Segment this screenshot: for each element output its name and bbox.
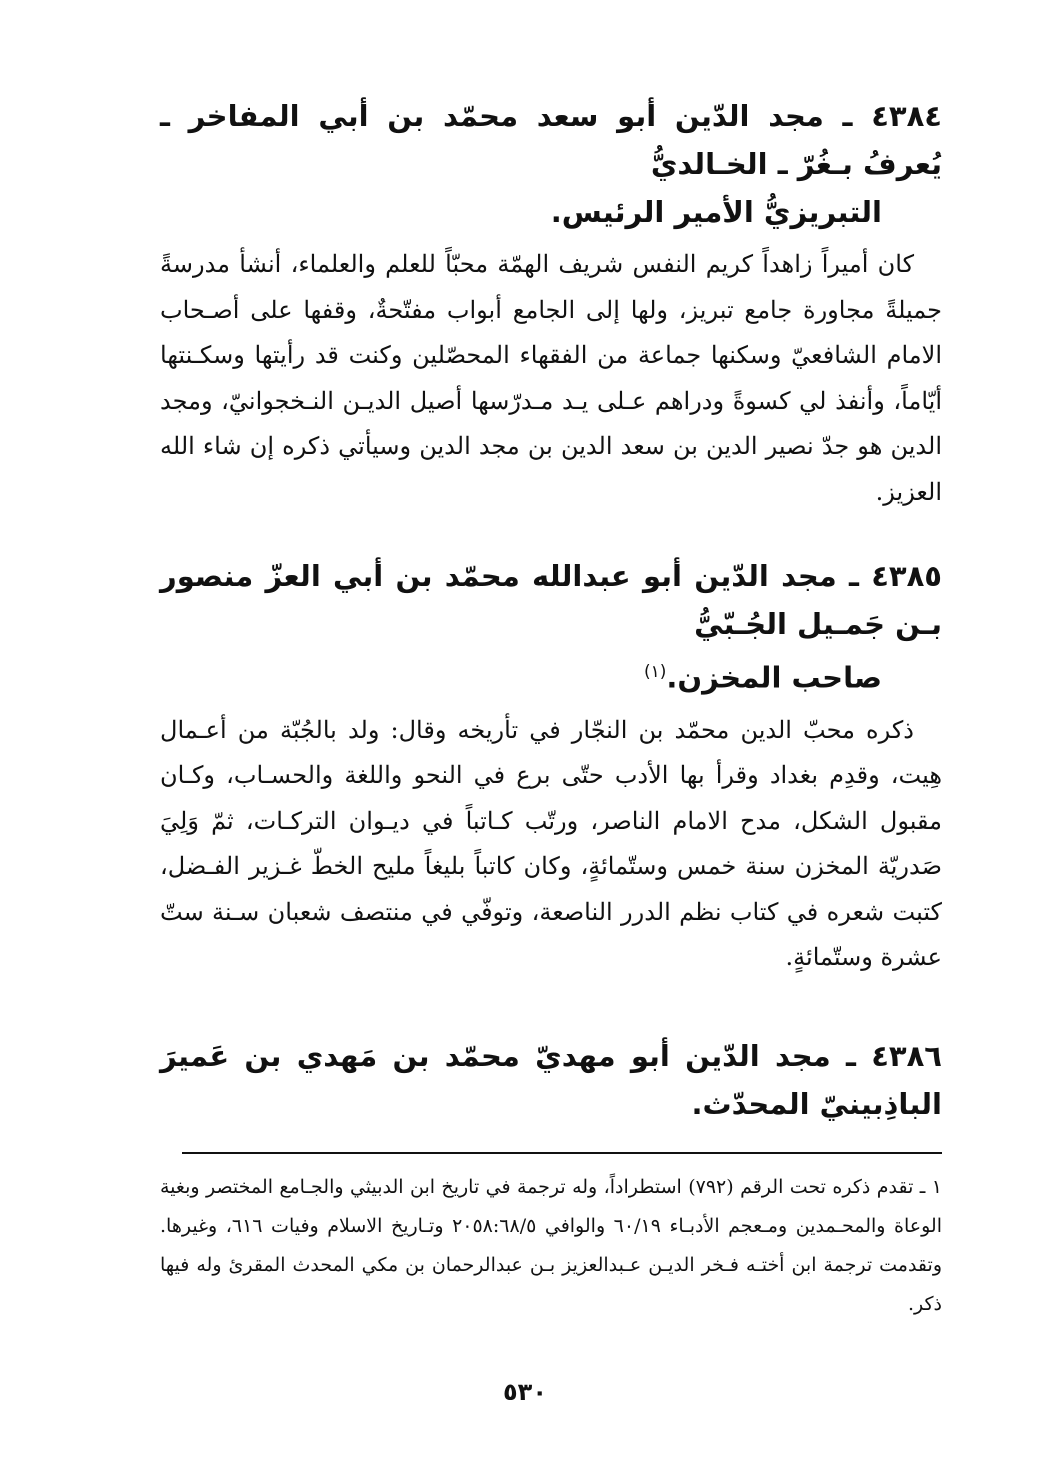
entry-body: [160, 242, 942, 515]
footnotes: [160, 1168, 942, 1324]
entry-heading: [160, 1032, 942, 1128]
entry-body-text: ذكره محبّ الدين محمّد بن النجّار في تأريخه وقال: ولد بالجُبّة من أعـمال هِيت، وقدِم بغداد وقرأ بها الأدب حتّى برع في النحو واللغة والحسـاب، وكـان مقبول الشكل، مدح الامام الناصر، ورتّب كـاتباً في ديـوان التركـات، ثمّ وَلِيَ صَدريّة المخزن سنة خمس وستّمائةٍ، وكان كاتباً بليغاً مليح الخطّ غـزير الفـضل، كتبت شعره في كتاب نظم الدرر الناصعة، وتوفّي في منتصف شعبان سـنة ستّ عشرة وستّمائةٍ.: [160, 715, 942, 972]
entry-heading: [160, 92, 942, 236]
entry-heading-line: ٤٣٨٦ ـ مجد الدّين أبو مهديّ محمّد بن مَهدي بن عَميرَ الباذِبينيّ المحدّث.: [160, 1039, 942, 1121]
entry-heading-line: [160, 648, 942, 702]
entry-heading-text: صاحب المخزن.: [666, 660, 882, 695]
entry-heading-line: ٤٣٨٤ ـ مجد الدّين أبو سعد محمّد بن أبي المفاخر ـ يُعرفُ بـغُرّ ـ الخـالديُّ: [160, 99, 942, 181]
entry-body: [160, 708, 942, 981]
biography-entry-4385: [160, 552, 942, 1032]
entry-heading: [160, 552, 942, 702]
biography-entry-4384: [160, 92, 942, 552]
footnote-text: ١ ـ تقدم ذكره تحت الرقم (٧٩٢) استطراداً، وله ترجمة في تاريخ ابن الدبيثي والجـامع المختصر وبغية الوعاة والمحـمدين ومـعجم الأدبـاء ٦٠/١٩ والوافي ٢٠٥٨:٦٨/٥ وتـاريخ الاسلام وفيات ٦١٦، وغيرها. وتقدمت ترجمة ابن أختـه فـخر الديـن عـبدالعزيز بـن عبدالرحمان بن مكي المحدث المقرئ وله فيها ذكر.: [160, 1176, 942, 1315]
entry-body-text: كان أميراً زاهداً كريم النفس شريف الهمّة محبّاً للعلم والعلماء، أنشأ مدرسةً جميلةً مجاورة جامع تبريز، ولها إلى الجامع أبواب مفتّحةٌ، وقفها على أصـحاب الامام الشافعيّ وسكنها جماعة من الفقهاء المحصّلين وكنت قد رأيتها وسكـنتها أيّاماً، وأنفذ لي كسوةً ودراهم عـلى يـد مـدرّسها أصيل الديـن النـخجوانيّ، ومجد الدين هو جدّ نصير الدين بن سعد الدين بن مجد الدين وسيأتي ذكره إن شاء الله العزيز.: [160, 250, 943, 506]
entry-heading-line: ٤٣٨٥ ـ مجد الدّين أبو عبدالله محمّد بن أبي العزّ منصور بـن جَمـيل الجُـبّيُّ: [160, 559, 942, 641]
biography-entry-4386: [160, 1032, 942, 1128]
footnote-divider: [182, 1152, 942, 1154]
entry-heading-line: التبريزيُّ الأمير الرئيس.: [550, 195, 882, 229]
page-number: ٥٣٠: [503, 1378, 547, 1406]
footnote-marker[interactable]: (١): [643, 662, 667, 682]
